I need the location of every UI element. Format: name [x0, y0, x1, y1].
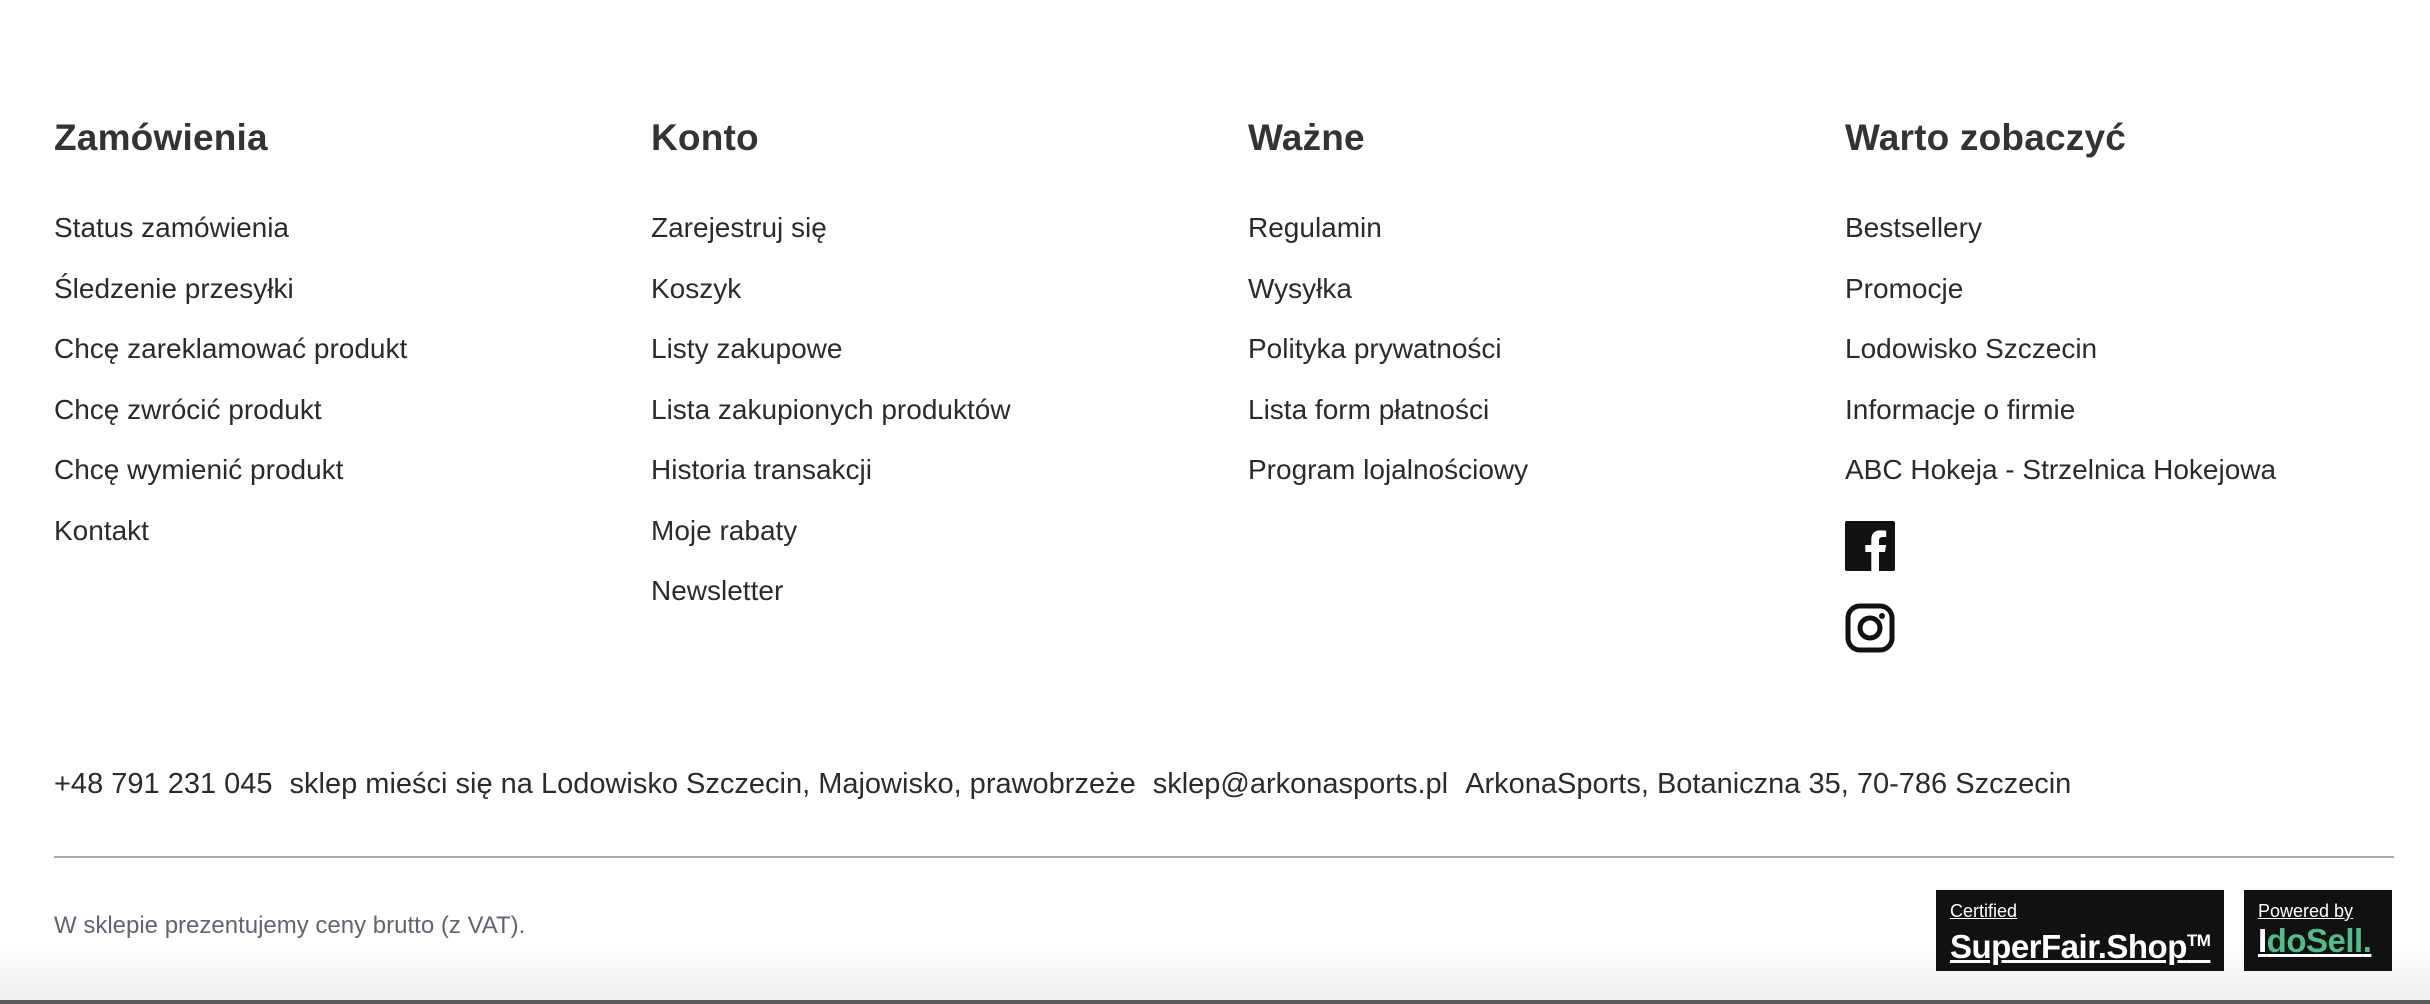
link-shopping-lists[interactable]: Listy zakupowe — [651, 333, 843, 364]
link-purchased-products[interactable]: Lista zakupionych produktów — [651, 393, 1011, 425]
footer-columns — [54, 112, 2430, 685]
social-links — [1845, 521, 2430, 653]
column-orders — [54, 112, 651, 685]
link-transaction-history[interactable]: Historia transakcji — [651, 454, 872, 485]
link-loyalty-program[interactable]: Program lojalnościowy — [1248, 454, 1529, 485]
badge-superfair-text: SuperFair.Shop™ — [1950, 928, 2211, 965]
store-location: sklep mieści się na Lodowisko Szczecin, Majowisko, prawobrzeże — [289, 768, 1136, 800]
column-account — [651, 112, 1248, 685]
bottom-edge — [0, 1000, 2430, 1004]
badge-certified-text: Certified — [1950, 901, 2018, 921]
link-privacy-policy[interactable]: Polityka prywatności — [1248, 333, 1502, 364]
link-my-discounts[interactable]: Moje rabaty — [651, 514, 798, 546]
link-list — [1845, 210, 2430, 513]
badge-idosell-text: IdoSell. — [2258, 922, 2372, 959]
link-shipment-tracking[interactable]: Śledzenie przesyłki — [54, 272, 294, 304]
link-bestsellers[interactable]: Bestsellery — [1845, 212, 1982, 243]
instagram-icon[interactable] — [1845, 603, 1895, 653]
column-heading: Ważne — [1248, 117, 1365, 158]
link-exchange[interactable]: Chcę wymienić produkt — [54, 454, 344, 485]
facebook-icon[interactable] — [1845, 521, 1895, 571]
idosell-badge[interactable] — [2244, 890, 2392, 971]
link-return[interactable]: Chcę zwrócić produkt — [54, 393, 322, 425]
link-register[interactable]: Zarejestruj się — [651, 212, 827, 243]
column-worth-seeing — [1845, 112, 2430, 685]
company-address: ArkonaSports, Botaniczna 35, 70-786 Szczecin — [1465, 768, 2072, 800]
column-important — [1248, 112, 1845, 685]
link-contact[interactable]: Kontakt — [54, 514, 149, 546]
link-list — [651, 210, 1248, 634]
link-company-info[interactable]: Informacje o firmie — [1845, 393, 2076, 425]
phone-number[interactable]: +48 791 231 045 — [54, 768, 273, 800]
link-cart[interactable]: Koszyk — [651, 272, 742, 304]
superfair-badge[interactable] — [1936, 890, 2224, 971]
link-terms[interactable]: Regulamin — [1248, 212, 1382, 243]
link-shipping[interactable]: Wysyłka — [1248, 272, 1352, 304]
badge-powered-by-text: Powered by — [2258, 901, 2354, 921]
link-complaint[interactable]: Chcę zareklamować produkt — [54, 333, 408, 364]
link-payment-methods[interactable]: Lista form płatności — [1248, 393, 1490, 425]
link-list — [54, 210, 651, 573]
column-heading: Warto zobaczyć — [1845, 117, 2127, 158]
column-heading: Zamówienia — [54, 117, 268, 158]
link-newsletter[interactable]: Newsletter — [651, 575, 784, 606]
link-hockey-shooting-range[interactable]: ABC Hokeja - Strzelnica Hokejowa — [1845, 454, 2277, 485]
link-list — [1248, 210, 1845, 513]
vat-note: W sklepie prezentujemy ceny brutto (z VAT). — [54, 912, 526, 939]
link-ice-rink[interactable]: Lodowisko Szczecin — [1845, 333, 2098, 364]
email-address[interactable]: sklep@arkonasports.pl — [1152, 768, 1449, 800]
column-heading: Konto — [651, 117, 759, 158]
link-promotions[interactable]: Promocje — [1845, 272, 1964, 304]
contact-info — [54, 768, 2088, 801]
link-order-status[interactable]: Status zamówienia — [54, 212, 290, 243]
